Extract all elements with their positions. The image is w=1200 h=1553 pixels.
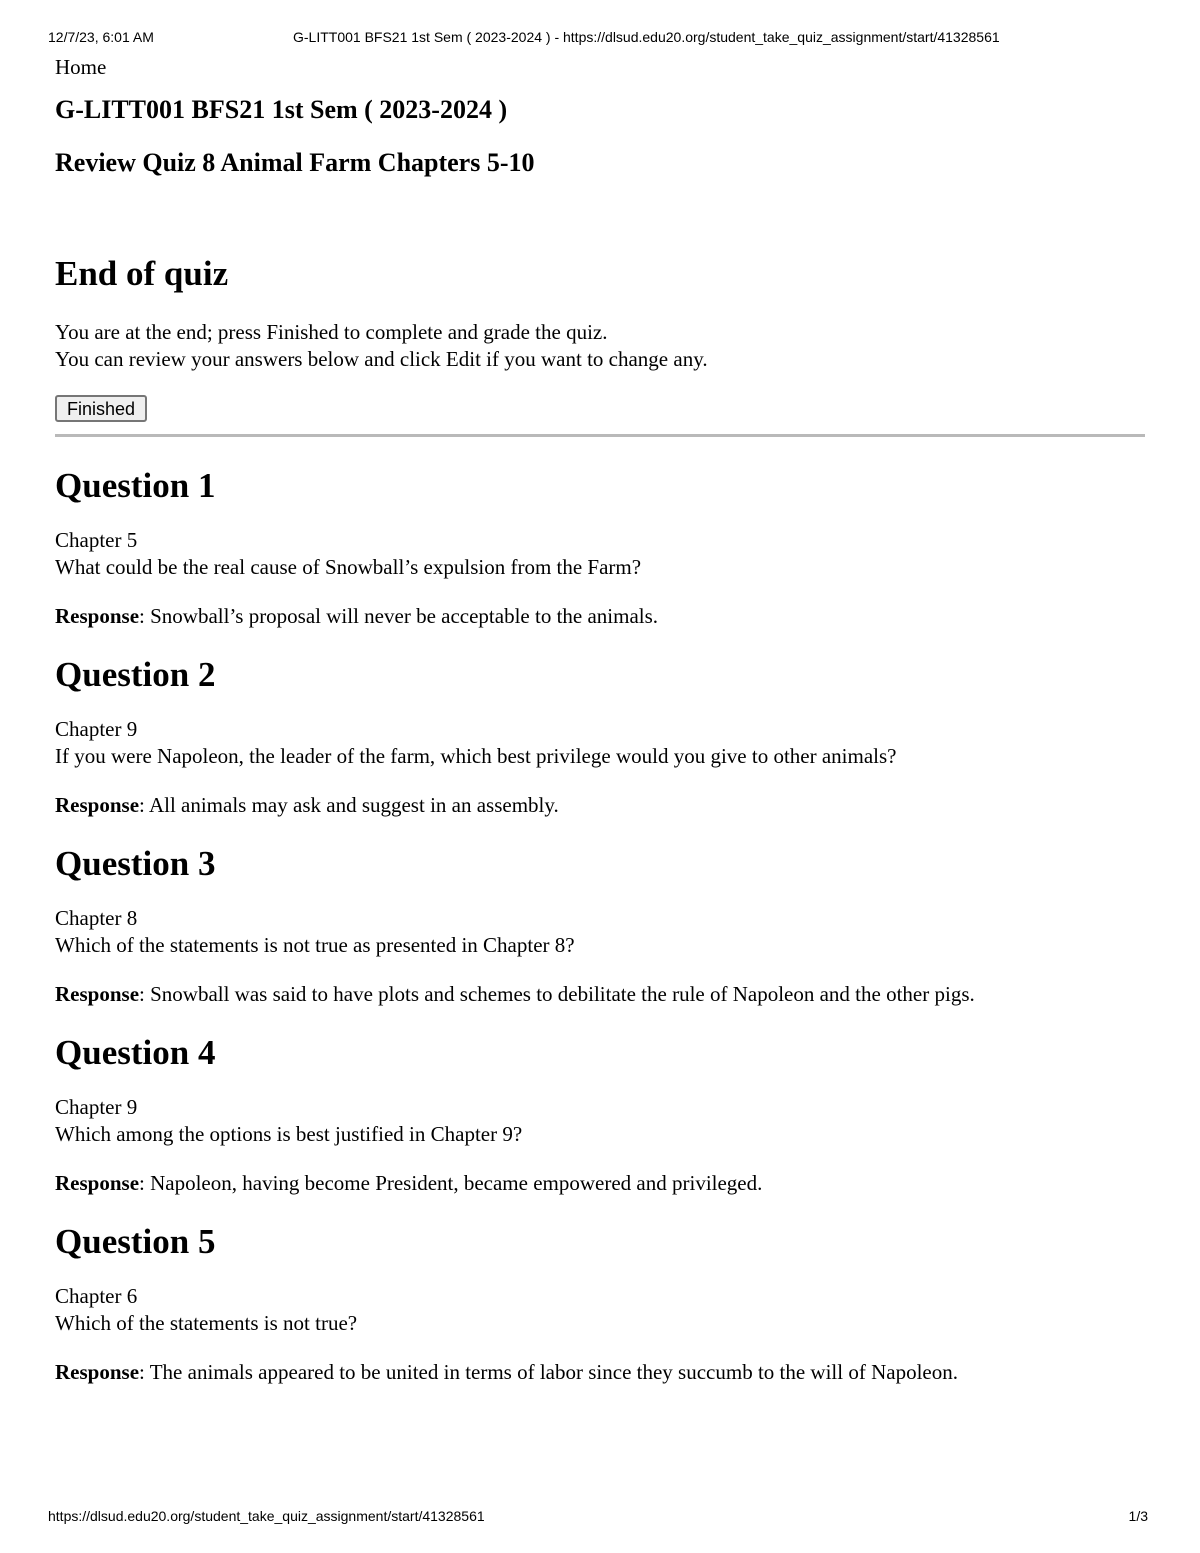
print-url: https://dlsud.edu20.org/student_take_quiz_assignment/start/41328561 bbox=[48, 1508, 485, 1524]
end-of-quiz-instructions bbox=[55, 319, 1145, 373]
question-chapter: Chapter 9 bbox=[55, 1095, 138, 1119]
home-link[interactable]: Home bbox=[55, 55, 107, 79]
course-title: G-LITT001 BFS21 1st Sem ( 2023-2024 ) bbox=[55, 95, 508, 124]
question-body bbox=[55, 527, 1145, 581]
question-5 bbox=[55, 1221, 1145, 1386]
print-datetime: 12/7/23, 6:01 AM bbox=[48, 29, 154, 45]
response-text: : All animals may ask and suggest in an assembly. bbox=[139, 793, 559, 817]
question-body bbox=[55, 1283, 1145, 1337]
question-prompt: Which of the statements is not true as presented in Chapter 8? bbox=[55, 933, 575, 957]
question-chapter: Chapter 5 bbox=[55, 528, 138, 552]
instruction-line-2: You can review your answers below and click Edit if you want to change any. bbox=[55, 347, 708, 371]
print-page-title: G-LITT001 BFS21 1st Sem ( 2023-2024 ) - https://dlsud.edu20.org/student_take_quiz_assignment/start/41328561 bbox=[293, 29, 1000, 45]
question-response bbox=[55, 1359, 1145, 1386]
question-title: Question 2 bbox=[55, 655, 216, 694]
end-of-quiz-heading: End of quiz bbox=[55, 254, 229, 293]
finished-button[interactable]: Finished bbox=[55, 395, 147, 422]
print-header bbox=[48, 29, 1152, 47]
question-title: Question 1 bbox=[55, 466, 216, 505]
question-body bbox=[55, 905, 1145, 959]
question-response bbox=[55, 603, 1145, 630]
quiz-title: Review Quiz 8 Animal Farm Chapters 5-10 bbox=[55, 148, 535, 177]
response-label: Response bbox=[55, 1360, 140, 1384]
response-label: Response bbox=[55, 604, 140, 628]
question-prompt: Which among the options is best justified in Chapter 9? bbox=[55, 1122, 523, 1146]
question-prompt: If you were Napoleon, the leader of the farm, which best privilege would you give to other animals? bbox=[55, 744, 897, 768]
page-content bbox=[55, 54, 1145, 1386]
page-number: 1/3 bbox=[1128, 1508, 1148, 1524]
question-body bbox=[55, 716, 1145, 770]
question-3 bbox=[55, 843, 1145, 1008]
response-label: Response bbox=[55, 982, 140, 1006]
question-chapter: Chapter 9 bbox=[55, 717, 138, 741]
question-title: Question 3 bbox=[55, 844, 216, 883]
question-response bbox=[55, 1170, 1145, 1197]
question-response bbox=[55, 792, 1145, 819]
instruction-line-1: You are at the end; press Finished to complete and grade the quiz. bbox=[55, 320, 608, 344]
response-label: Response bbox=[55, 793, 140, 817]
print-footer bbox=[48, 1508, 1148, 1526]
question-prompt: Which of the statements is not true? bbox=[55, 1311, 358, 1335]
response-text: : Snowball was said to have plots and schemes to debilitate the rule of Napoleon and the other pigs. bbox=[139, 982, 975, 1006]
question-2 bbox=[55, 654, 1145, 819]
question-response bbox=[55, 981, 1145, 1008]
question-title: Question 4 bbox=[55, 1033, 216, 1072]
question-chapter: Chapter 8 bbox=[55, 906, 138, 930]
question-body bbox=[55, 1094, 1145, 1148]
question-prompt: What could be the real cause of Snowball’s expulsion from the Farm? bbox=[55, 555, 642, 579]
response-text: : Napoleon, having become President, became empowered and privileged. bbox=[139, 1171, 763, 1195]
question-1 bbox=[55, 465, 1145, 630]
divider bbox=[55, 434, 1145, 437]
question-title: Question 5 bbox=[55, 1222, 216, 1261]
response-text: : The animals appeared to be united in terms of labor since they succumb to the will of Napoleon. bbox=[139, 1360, 958, 1384]
response-label: Response bbox=[55, 1171, 140, 1195]
question-4 bbox=[55, 1032, 1145, 1197]
response-text: : Snowball’s proposal will never be acceptable to the animals. bbox=[139, 604, 659, 628]
question-chapter: Chapter 6 bbox=[55, 1284, 138, 1308]
